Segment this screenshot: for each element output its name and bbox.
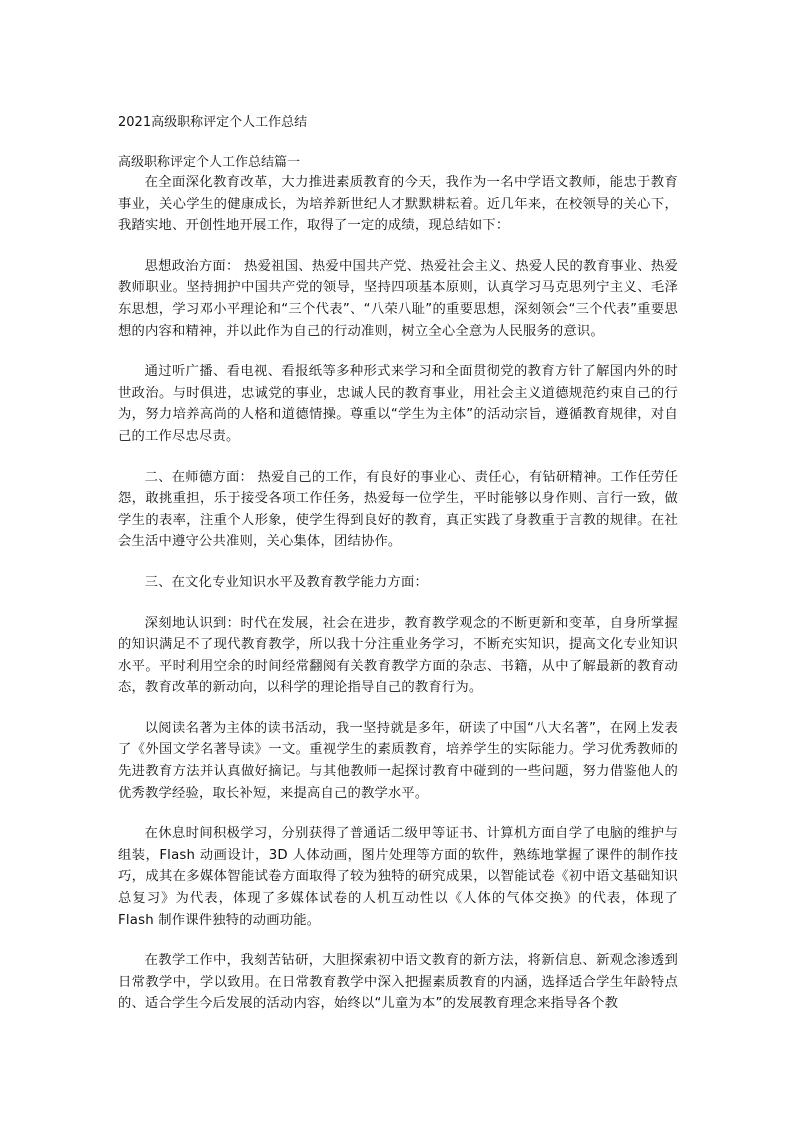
- paragraph-teaching: 在教学工作中，我刻苦钻研，大胆探索初中语文教育的新方法，将新信息、新观念渗透到日常教学中，学以致用。在日常教育教学中深入把握素质教育的内涵，选择适合学生年龄特点的、适合学生今后发展的活动内容，始终以“儿童为本”的发展教育理念来指导各个教: [118, 953, 678, 1012]
- paragraph-heading-skills: 三、在文化专业知识水平及教育教学能力方面：: [144, 574, 429, 590]
- document-page: [118, 114, 678, 1034]
- paragraph-study: 通过听广播、看电视、看报纸等多种形式来学习和全面贯彻党的教育方针了解国内外的时世政治。与时俱进，忠诚党的事业，忠诚人民的教育事业，用社会主义道德规范约束自己的行为，努力培养高尚的人格和道德情操。尊重以“学生为主体”的活动宗旨，遵循教育规律，对自己的工作尽忠尽责。: [118, 364, 678, 444]
- paragraph-politics: 思想政治方面： 热爱祖国、热爱中国共产党、热爱社会主义、热爱人民的教育事业、热爱教师职业。坚持拥护中国共产党的领导，坚持四项基本原则，认真学习马克思列宁主义、毛泽东思想，学习邓小平理论和“三个代表”、“八荣八耻”的重要思想，深刻领会“三个代表”重要思想的内容和精神，并以此作为自己的行动准则，树立全心全意为人民服务的意识。: [118, 258, 678, 339]
- document-title: 2021高级职称评定个人工作总结: [118, 115, 308, 130]
- paragraph-intro: 在全面深化教育改革，大力推进素质教育的今天，我作为一名中学语文教师，能忠于教育事业，关心学生的健康成长，为培养新世纪人才默默耕耘着。近几年来，在校领导的关心下，我踏实地、开创性地开展工作，取得了一定的成绩，现总结如下：: [118, 175, 678, 234]
- paragraph-reading: 以阅读名著为主体的读书活动，我一坚持就是多年，研读了中国“八大名著”，在网上发表了《外国文学名著导读》一文。重视学生的素质教育，培养学生的实际能力。学习优秀教师的先进教育方法并认真做好摘记。与其他教师一起探讨教育中碰到的一些问题，努力借鉴他人的优秀教学经验，取长补短，来提高自己的教学水平。: [118, 720, 678, 801]
- section-title: 高级职称评定个人工作总结篇一: [118, 155, 301, 170]
- paragraph-knowledge: 深刻地认识到：时代在发展，社会在进步，教育教学观念的不断更新和变革，自身所掌握的知识满足不了现代教育教学，所以我十分注重业务学习，不断充实知识，提高文化专业知识水平。平时利用空余的时间经常翻阅有关教育教学方面的杂志、书籍，从中了解最新的教育动态，教育改革的新动向，以科学的理论指导自己的教育行为。: [118, 615, 678, 696]
- paragraph-ethics: 二、在师德方面： 热爱自己的工作，有良好的事业心、责任心，有钻研精神。工作任劳任怨，敢挑重担，乐于接受各项工作任务，热爱每一位学生，平时能够以身作则、言行一致，做学生的表率，注重个人形象，使学生得到良好的教育，真正实践了身教重于言教的规律。在社会生活中遵守公共准则，关心集体，团结协作。: [118, 469, 678, 550]
- paragraph-computer: 在休息时间积极学习，分别获得了普通话二级甲等证书、计算机方面自学了电脑的维护与组装，Flash 动画设计，3D 人体动画，图片处理等方面的软件，熟练地掌握了课件的制作技巧，成其在多媒体智能试卷方面取得了较为独特的研究成果，以智能试卷《初中语文基础知识总复习》为代表，体现了多媒体试卷的人机互动性以《人体的气体交换》的代表，体现了 Flash 制作课件独特的动画功能。: [118, 826, 678, 928]
